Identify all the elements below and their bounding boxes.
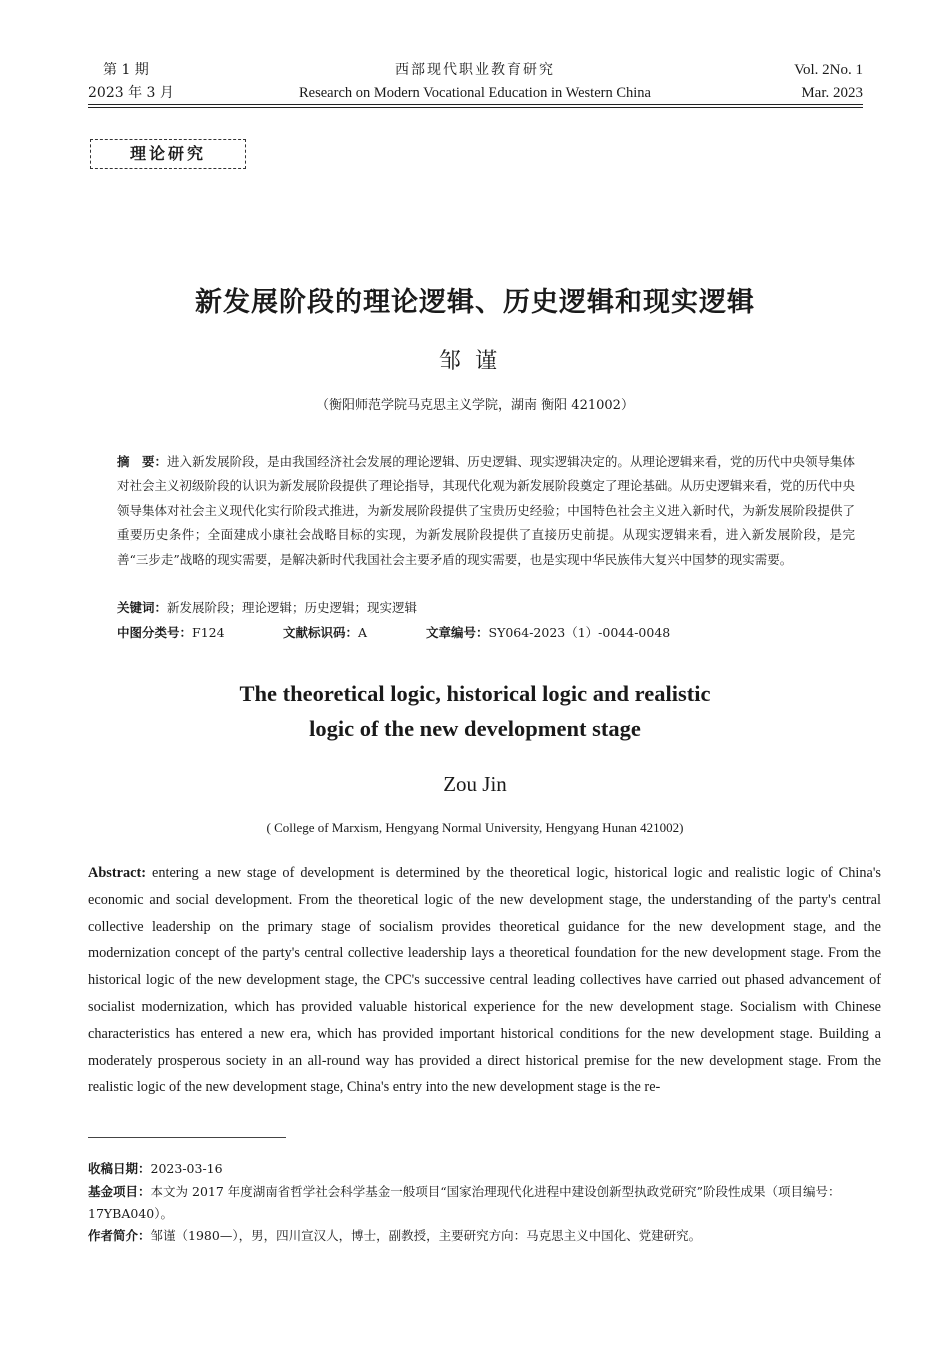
volume-number: Vol. 2No. 1 [794,62,863,78]
keywords-cn-text: 新发展阶段；理论逻辑；历史逻辑；现实逻辑 [167,600,418,615]
author-bio-value: 邹谨（1980—），男，四川宣汉人，博士，副教授，主要研究方向：马克思主义中国化、党建研究。 [150,1228,702,1243]
article-number-value: SY064-2023（1）-0044-0048 [488,625,671,640]
journal-title-cn: 西部现代职业教育研究 [395,62,555,78]
header-rule [88,104,863,105]
keywords-cn-label: 关键词： [117,600,168,615]
article-title-en-line2: logic of the new development stage [309,716,641,741]
article-title-cn: 新发展阶段的理论逻辑、历史逻辑和现实逻辑 [195,287,755,318]
footnote-author [88,1225,883,1247]
author-bio-label: 作者简介： [88,1228,151,1243]
journal-title-en: Research on Modern Vocational Education in Western China [299,85,651,101]
abstract-cn [117,450,855,572]
doc-code-label: 文献标识码： [283,625,359,640]
author-affiliation-en: ( College of Marxism, Hengyang Normal University, Hengyang Hunan 421002) [266,820,684,835]
header-rule-second [88,107,863,108]
received-label: 收稿日期： [88,1161,151,1176]
author-name-en: Zou Jin [443,772,507,796]
section-label: 理论研究 [90,139,246,169]
abstract-cn-label: 摘 要： [117,454,168,469]
author-affiliation-cn: （衡阳师范学院马克思主义学院，湖南 衡阳 421002） [316,398,634,413]
doc-code-row [283,624,367,642]
abstract-en-label: Abstract: [88,865,146,881]
fund-label: 基金项目： [88,1184,151,1199]
issue-number: 第 1 期 [103,62,149,78]
clc-label: 中图分类号： [117,625,193,640]
clc-value: F124 [192,625,225,640]
issue-date-cn: 2023 年 3 月 [88,85,174,101]
abstract-cn-text: 进入新发展阶段，是由我国经济社会发展的理论逻辑、历史逻辑、现实逻辑决定的。从理论逻辑来看，党的历代中央领导集体对社会主义初级阶段的认识为新发展阶段提供了理论指导，其现代化观为新发展阶段奠定了理论基础。从历史逻辑来看，党的历代中央领导集体对社会主义现代化实行阶段式推进，为新发展阶段提供了宝贵历史经验；中国特色社会主义进入新时代，为新发展阶段提供了重要历史条件；全面建成小康社会战略目标的实现，为新发展阶段提供了直接历史前提。从现实逻辑来看，进入新发展阶段，是完善“三步走”战略的现实需要，是解决新时代我国社会主要矛盾的现实需要，也是实现中华民族伟大复兴中国梦的现实需要。 [117,454,855,567]
classification-row [117,624,225,642]
article-title-en [0,676,950,746]
article-number-label: 文章编号： [426,625,489,640]
doc-code-value: A [358,625,368,640]
footnote-fund [88,1181,883,1225]
keywords-cn [117,596,855,620]
footnote-rule [88,1137,286,1138]
abstract-en [88,860,881,1101]
article-number-row [426,624,670,642]
author-name-cn: 邹谨 [438,349,511,374]
issue-date-en: Mar. 2023 [801,85,863,101]
article-title-en-line1: The theoretical logic, historical logic and realistic [239,681,711,706]
footnote-received [88,1158,883,1180]
fund-value: 本文为 2017 年度湖南省哲学社会科学基金一般项目“国家治理现代化进程中建设创新型执政党研究”阶段性成果（项目编号：17YBA040）。 [88,1184,841,1221]
received-value: 2023-03-16 [150,1161,223,1176]
abstract-en-text: entering a new stage of development is determined by the theoretical logic, historical logic and realistic logic of China's economic and social development. From the theoretical logic of the new development stage, the understanding of the party's central collective leadership on the primary stage of socialism provides theoretical guidance for the new development stage, and the modernization concept of the party's central collective leadership lays a theoretical foundation for the new development stage. From the historical logic of the new development stage, the CPC's successive central leading collectives have carried out phased advancement of socialist modernization, which has provided valuable historical experience for the new development stage. Socialism with Chinese characteristics has entered a new era, which has provided important historical conditions for the new development stage. Building a moderately prosperous society in an all-round way has provided a direct historical premise for the new development stage. From the realistic logic of the new development stage, China's entry into the new development stage is the re- [88,865,881,1096]
